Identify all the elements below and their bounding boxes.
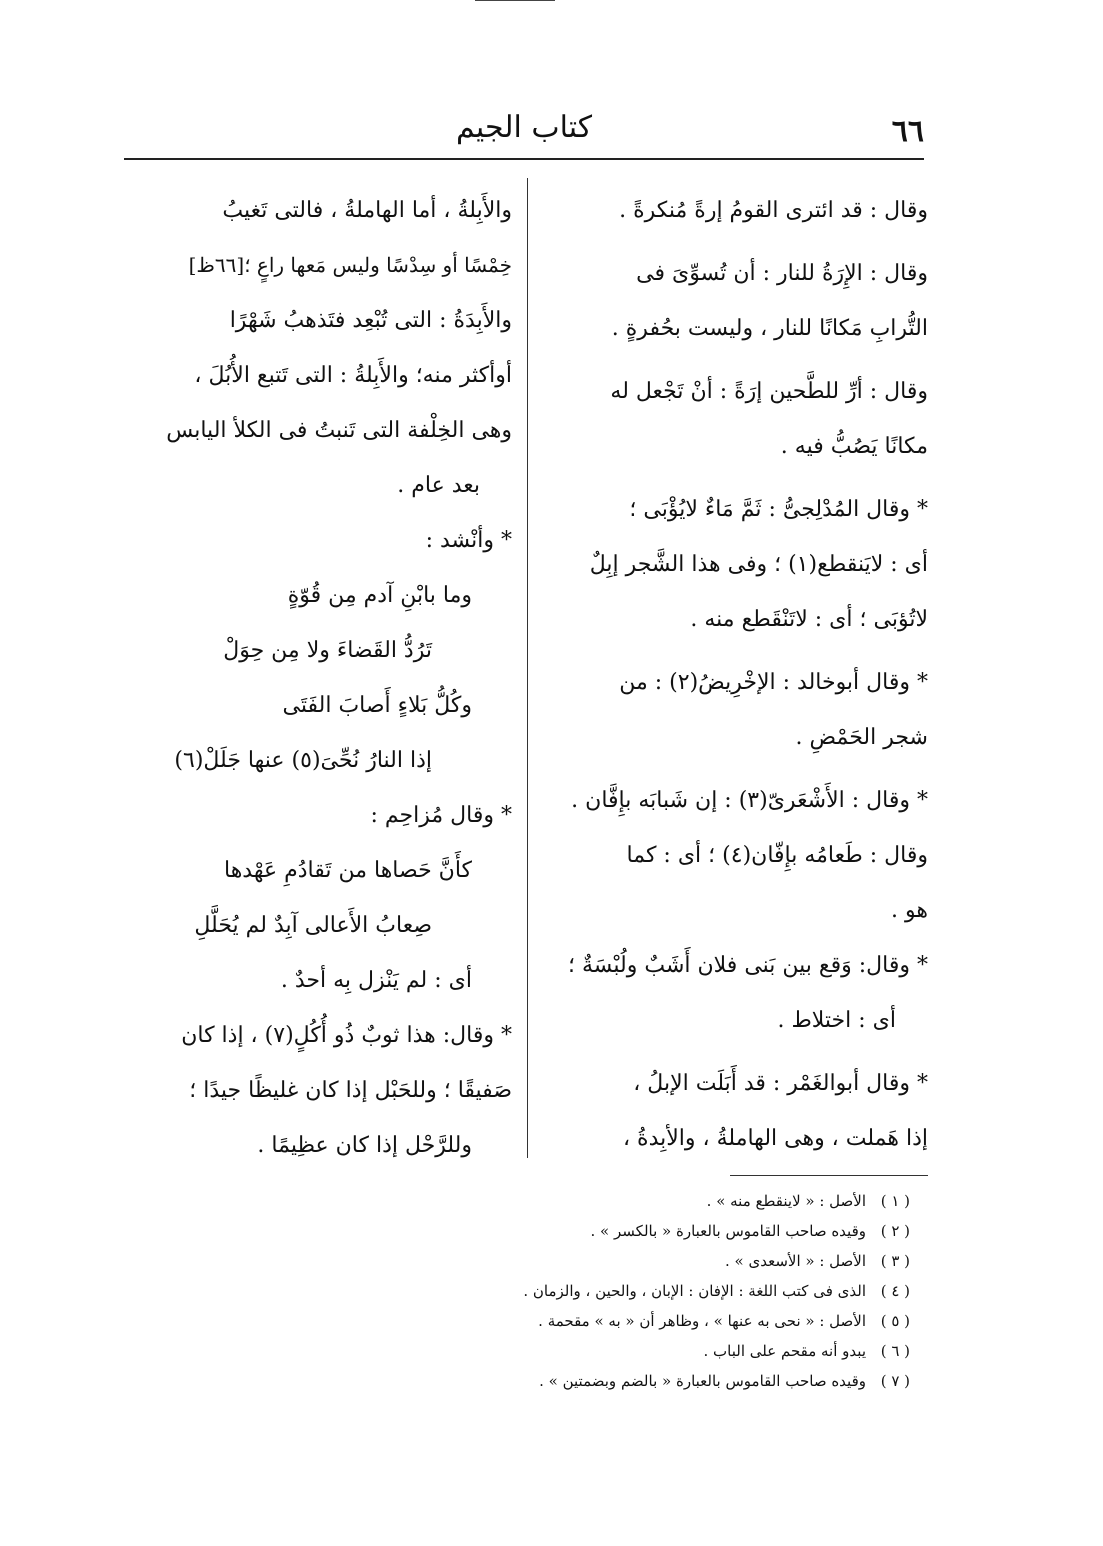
page-header [124,108,924,153]
footnote [300,1306,910,1336]
footnote-number: ( ٢ ) [880,1222,910,1240]
footnote-number: ( ٦ ) [880,1342,910,1360]
text-line: * وقال : الأَشْعَرىّ(٣) : إن شَبابَه بإِفَّان . [571,788,928,813]
text-line: وللرَّحْل إذا كان عظِيمًا . [257,1133,472,1158]
text-line: * وقال أبوالغَمْر : قد أَبَلَت الإبلُ ، [633,1071,928,1096]
text-line: وقال : قد ائترى القومُ إرةً مُنكرةً . [619,198,928,223]
footnote-text: الأصل : « نحى به عنها » ، وظاهر أن « به » مقحمة . [538,1312,866,1330]
footnote-text: الذى فى كتب اللغة : الإفان : الإبان ، والحين ، والزمان . [523,1282,866,1300]
text-line: وهى الخِلْفة التى تَنبتُ فى الكلأ اليابس [166,418,512,443]
text-line: أوأكثر منه؛ والأَبِلةُ : التى تَتبع الأُبُلَ ، [194,363,512,388]
text-line: أى : لايَنقطع(١) ؛ وفى هذا الشَّجر إبِلٌ [589,552,928,577]
footnote-text: يبدو أنه مقحم على الباب . [703,1342,866,1360]
text-line: * وقال المُدْلِجىُّ : ثَمَّ مَاءٌ لايُؤْبَى ؛ [629,497,928,522]
book-title: كتاب الجيم [455,110,593,145]
page-number: ٦٦ [891,114,924,149]
text-line: * وقال: هذا ثوبٌ ذُو أُكُلٍ(٧) ، إذا كان [181,1023,512,1048]
text-line: أى : اختلاط . [777,1008,896,1033]
footnote-number: ( ٥ ) [880,1312,910,1330]
text-line: * وقال أبوخالد : الإخْرِيضُ(٢) : من [619,670,928,695]
footnote-number: ( ٤ ) [880,1282,910,1300]
header-rule [124,158,924,160]
right-column [548,183,928,1166]
verse-line: وكُلُّ بَلاءٍ أَصابَ الفَتَى [282,693,472,718]
text-line: لاتُؤبَى ؛ أى : لاتَنْقَطع منه . [690,607,928,632]
top-rule [475,0,555,1]
footnote-text: وقيده صاحب القاموس بالعبارة « بالضم وبضمتين » . [539,1372,866,1390]
text-line: إذا هَملت ، وهى الهاملةُ ، والأبِدةُ ، [622,1126,928,1151]
text-line: هو . [891,898,928,923]
text-line: أى : لم يَنْزل بِه أحدٌ . [280,968,472,993]
verse-line: وما بابْنِ آدم مِن قُوّةٍ [287,583,472,608]
footnotes [300,1186,910,1396]
footnote-number: ( ١ ) [880,1192,910,1210]
text-line: * وأنْشد : [425,528,512,553]
text-line: بعد عام . [397,473,480,498]
footnote [300,1216,910,1246]
text-line: شجر الحَمْضِ . [795,725,928,750]
footnote-rule [730,1175,928,1176]
text-line: والأَبِدَةُ : التى تُبْعِد فتَذهبُ شَهْرًا [229,308,512,333]
footnote-text: وقيده صاحب القاموس بالعبارة « بالكسر » . [590,1222,866,1240]
footnote [300,1276,910,1306]
text-line: وقال : الإِرَةُ للنار : أن تُسوِّىَ فى [636,261,928,286]
footnote [300,1366,910,1396]
verse-line: إذا النارُ نُحِّىَ(٥) عنها جَلَلْ(٦) [174,748,432,773]
text-line: * وقال: وَقع بين بَنى فلان أَشَبٌ ولُبْسَةٌ ؛ [568,953,928,978]
footnote [300,1336,910,1366]
footnote-number: ( ٣ ) [880,1252,910,1270]
footnote [300,1186,910,1216]
text-line: وقال : أرِّ للطَّحين إرَةً : أنْ تَجْعل له [610,379,928,404]
verse-line: كأَنَّ حَصاها من تَقادُمِ عَهْدها [223,858,472,883]
footnote [300,1246,910,1276]
footnote-text: الأصل : « الأسعدى » . [725,1252,866,1270]
column-divider [527,178,528,1158]
left-column [122,183,512,1173]
text-line: خِمْسًا أو سِدْسًا وليس مَعها راعٍ ؛[٦٦ظ] [188,253,512,277]
text-line: والأَبِلةُ ، أما الهاملةُ ، فالتى تَغيبُ [222,198,512,223]
text-line: صَفيقًا ؛ وللحَبْل إذا كان غليظًا جيدًا ؛ [189,1078,512,1103]
verse-line: تَرُدُّ القَضاءَ ولا مِن حِوَلْ [223,638,432,663]
text-line: وقال : طَعامُه بإِفّان(٤) ؛ أى : كما [626,843,928,868]
footnote-number: ( ٧ ) [880,1372,910,1390]
text-line: * وقال مُزاحِم : [370,803,512,828]
verse-line: صِعابُ الأَعالى آبِدٌ لم يُحَلَّلِ [194,913,432,938]
text-line: التُّرابِ مَكانًا للنار ، وليست بحُفرةٍ . [611,316,928,341]
text-line: مكانًا يَصُبُّ فيه . [780,434,928,459]
footnote-text: الأصل : « لاينقطع منه » . [706,1192,866,1210]
